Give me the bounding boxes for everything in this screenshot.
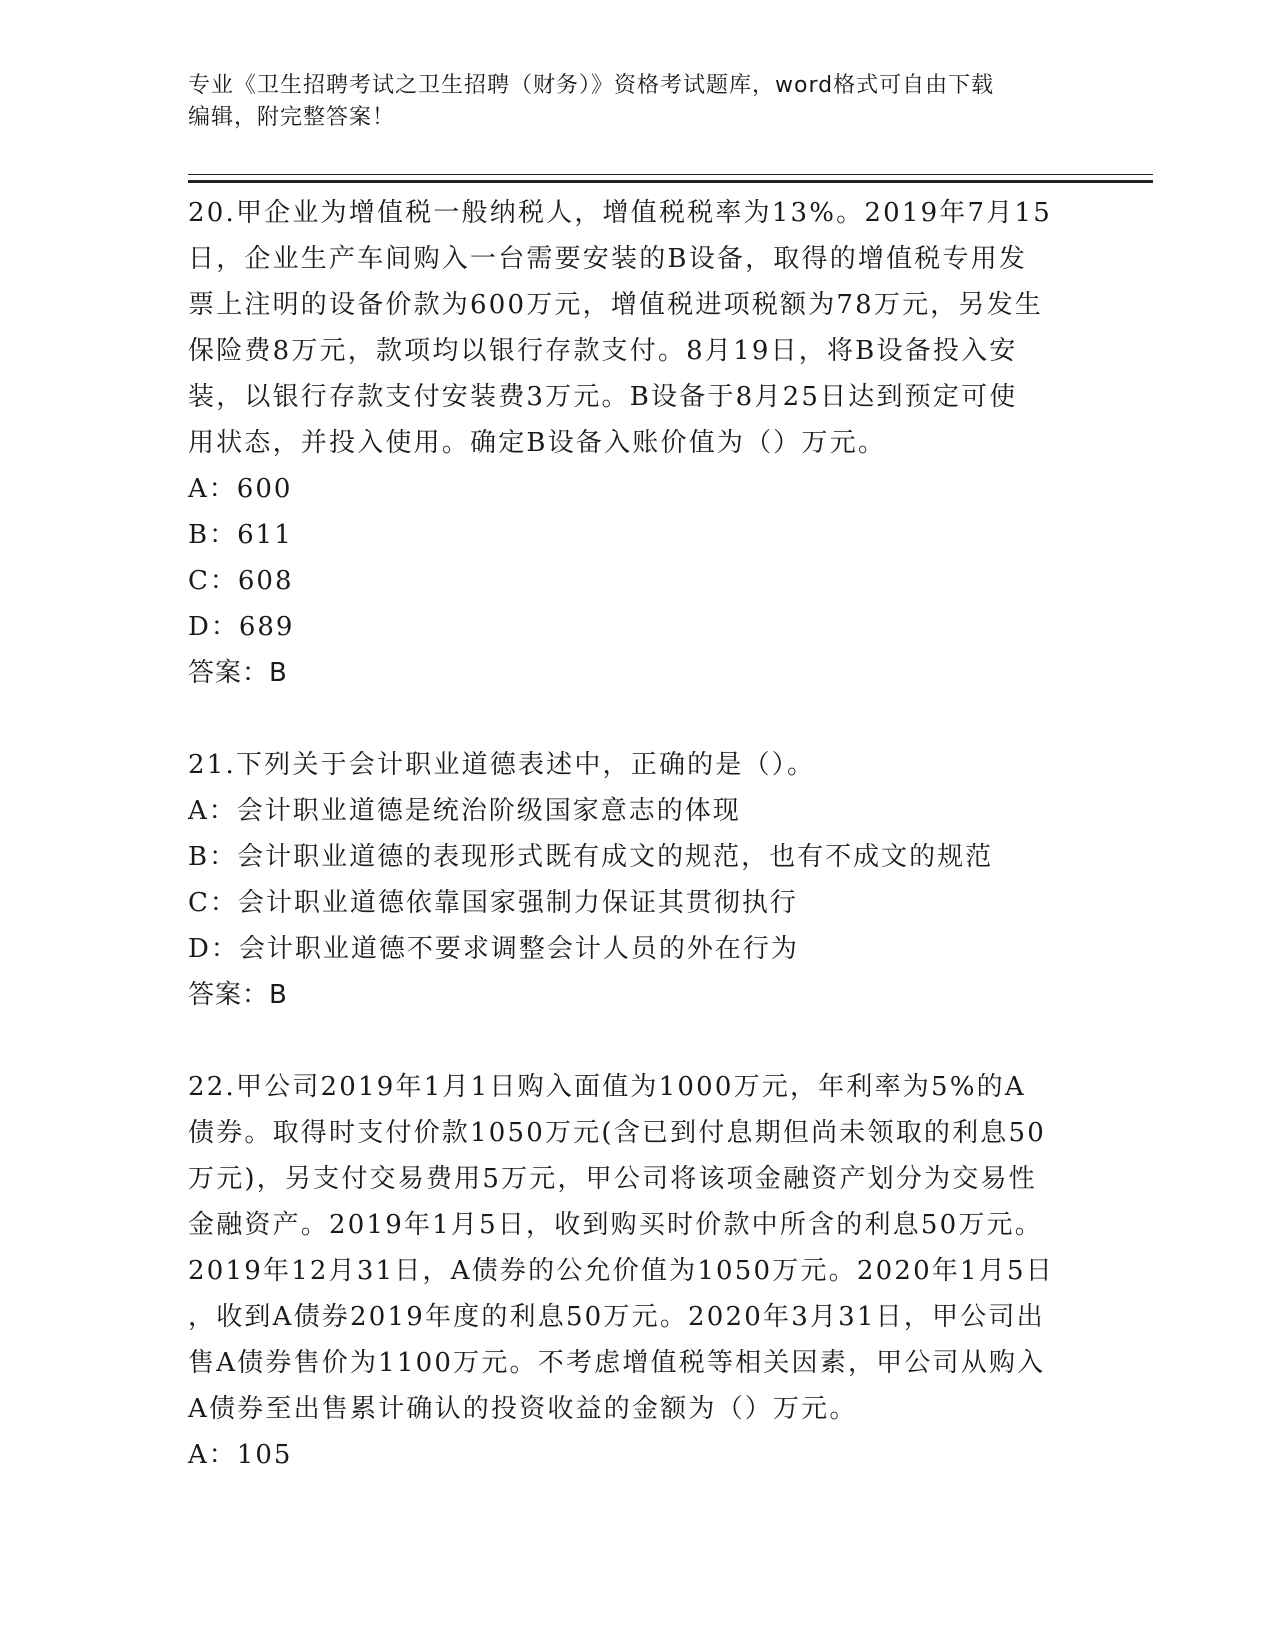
- question-22-stem-line: 售A债券售价为1100万元。不考虑增值税等相关因素，甲公司从购入: [188, 1348, 1046, 1378]
- question-22-stem-line: A债券至出售累计确认的投资收益的金额为（）万元。: [188, 1394, 858, 1424]
- question-22-stem-line: 22.甲公司2019年1月1日购入面值为1000万元，年利率为5%的A: [188, 1072, 1026, 1102]
- question-21-answer: 答案：B: [188, 980, 288, 1010]
- question-20-stem-line: 20.甲企业为增值税一般纳税人，增值税税率为13%。2019年7月15: [188, 198, 1052, 228]
- question-21-option-d: D：会计职业道德不要求调整会计人员的外在行为: [188, 934, 799, 964]
- question-spacer: [188, 696, 1088, 742]
- question-22: [188, 1064, 1088, 1478]
- header-rule-thick: [188, 180, 1153, 183]
- question-spacer: [188, 1018, 1088, 1064]
- question-20-stem-line: 日，企业生产车间购入一台需要安装的B设备，取得的增值税专用发: [188, 244, 1028, 274]
- question-22-stem-line: 债券。取得时支付价款1050万元(含已到付息期但尚未领取的利息50: [188, 1118, 1046, 1148]
- question-list: [188, 190, 1088, 1478]
- header-line-2: 编辑，附完整答案！: [188, 105, 396, 130]
- question-21-stem-line: 21.下列关于会计职业道德表述中，正确的是（）。: [188, 750, 816, 780]
- question-21-option-a: A：会计职业道德是统治阶级国家意志的体现: [188, 796, 741, 826]
- question-21-option-b: B：会计职业道德的表现形式既有成文的规范，也有不成文的规范: [188, 842, 994, 872]
- document-header: [188, 70, 1068, 134]
- question-22-stem-line: ，收到A债券2019年度的利息50万元。2020年3月31日，甲公司出: [188, 1302, 1045, 1332]
- question-21-option-c: C：会计职业道德依靠国家强制力保证其贯彻执行: [188, 888, 798, 918]
- question-22-stem-line: 万元)，另支付交易费用5万元，甲公司将该项金融资产划分为交易性: [188, 1164, 1037, 1194]
- question-20-option-c: C：608: [188, 566, 294, 596]
- question-20-stem-line: 装，以银行存款支付安装费3万元。B设备于8月25日达到预定可使: [188, 382, 1018, 412]
- header-rule-thin: [188, 174, 1153, 175]
- question-22-stem-line: 金融资产。2019年1月5日，收到购买时价款中所含的利息50万元。: [188, 1210, 1043, 1240]
- question-20-stem-line: 保险费8万元，款项均以银行存款支付。8月19日，将B设备投入安: [188, 336, 1018, 366]
- question-20-option-b: B：611: [188, 520, 293, 550]
- question-20-stem-line: 票上注明的设备价款为600万元，增值税进项税额为78万元，另发生: [188, 290, 1044, 320]
- question-20-stem-line: 用状态，并投入使用。确定B设备入账价值为（）万元。: [188, 428, 887, 458]
- question-20-option-a: A：600: [188, 474, 293, 504]
- question-21: [188, 742, 1088, 1018]
- document-page: [188, 70, 1088, 1470]
- question-20: [188, 190, 1088, 696]
- question-20-answer: 答案：B: [188, 658, 288, 688]
- question-22-stem-line: 2019年12月31日，A债券的公允价值为1050万元。2020年1月5日: [188, 1256, 1054, 1286]
- question-22-option-a: A：105: [188, 1440, 293, 1470]
- question-20-option-d: D：689: [188, 612, 295, 642]
- header-line-1: 专业《卫生招聘考试之卫生招聘（财务）》资格考试题库，word格式可自由下载: [188, 73, 995, 98]
